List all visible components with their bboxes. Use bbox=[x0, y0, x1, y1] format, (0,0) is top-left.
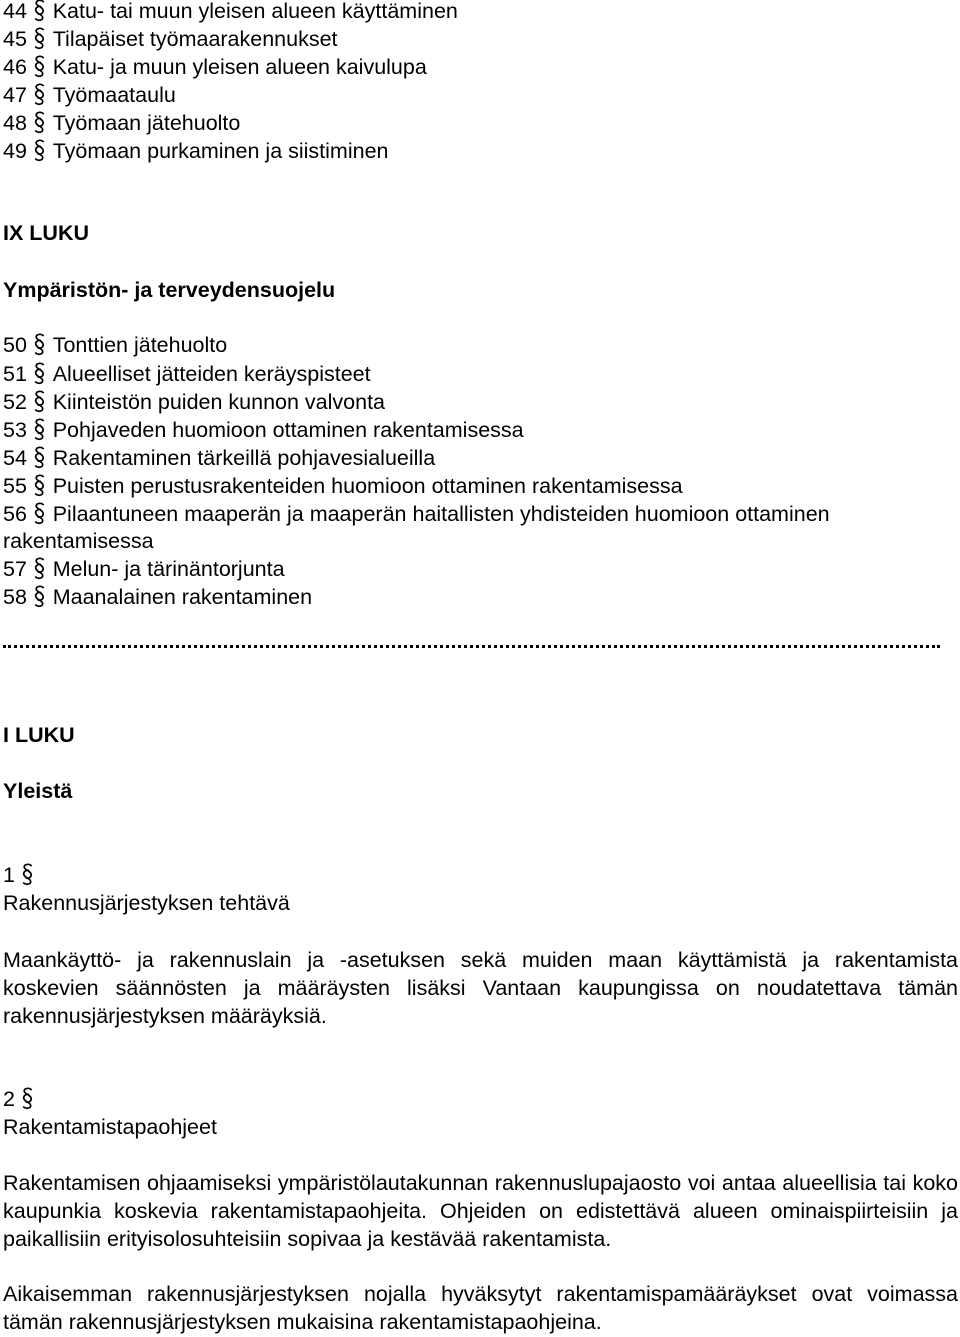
section-sign-icon bbox=[33, 139, 46, 162]
toc-item: 45 Tilapäiset työmaarakennukset bbox=[3, 27, 338, 51]
section-sign-icon bbox=[33, 0, 46, 22]
section-sign-icon bbox=[33, 502, 46, 525]
chapter-label: IX LUKU bbox=[3, 221, 89, 245]
toc-item: 57 Melun- ja tärinäntorjunta bbox=[3, 557, 285, 581]
section-sign-icon bbox=[33, 474, 46, 497]
toc-item: 56 Pilaantuneen maaperän ja maaperän haitallisten yhdisteiden huomioon ottaminen bbox=[3, 502, 830, 526]
chapter-title: Ympäristön- ja terveydensuojelu bbox=[3, 278, 336, 302]
toc-item: 47 Työmaataulu bbox=[3, 83, 176, 107]
toc-item: 46 Katu- ja muun yleisen alueen kaivulupa bbox=[3, 55, 427, 79]
toc-item: 50 Tonttien jätehuolto bbox=[3, 333, 228, 357]
section-sign-icon bbox=[33, 55, 46, 78]
toc-item-continuation: rakentamisessa bbox=[3, 529, 154, 553]
section-title: Rakennusjärjestyksen tehtävä bbox=[3, 891, 290, 915]
section-paragraph: Maankäyttö- ja rakennuslain ja -asetuksen sekä muiden maan käyttämistä ja rakentamista koskevien säännösten ja määräysten lisäksi Vantaan kaupungissa on noudatettava tämän rakennusjärjestyksen määräyksiä. bbox=[3, 948, 958, 1028]
section-sign-icon bbox=[33, 111, 46, 134]
section-sign-icon bbox=[33, 446, 46, 469]
toc-item: 48 Työmaan jätehuolto bbox=[3, 111, 241, 135]
section-title: Rakentamistapaohjeet bbox=[3, 1115, 217, 1139]
section-sign-icon bbox=[33, 418, 46, 441]
section-sign-icon bbox=[33, 585, 46, 608]
section-number: 1 bbox=[3, 861, 41, 889]
section-number: 2 bbox=[3, 1085, 41, 1113]
section-paragraph: Aikaisemman rakennusjärjestyksen nojalla hyväksytyt rakentamispamääräykset ovat voimassa tämän rakennusjärjestyksen mukaisina rakentamistapaohjeina. bbox=[3, 1282, 958, 1334]
section-sign-icon bbox=[33, 390, 46, 413]
section-sign-icon bbox=[33, 333, 46, 356]
section-sign-icon bbox=[33, 362, 46, 385]
section-sign-icon bbox=[33, 557, 46, 580]
toc-item: 54 Rakentaminen tärkeillä pohjavesialueilla bbox=[3, 446, 436, 470]
toc-item: 58 Maanalainen rakentaminen bbox=[3, 585, 313, 609]
toc-item: 55 Puisten perustusrakenteiden huomioon ottaminen rakentamisessa bbox=[3, 474, 683, 498]
toc-item: 53 Pohjaveden huomioon ottaminen rakentamisessa bbox=[3, 418, 524, 442]
chapter-label: I LUKU bbox=[3, 723, 75, 747]
toc-item: 44 Katu- tai muun yleisen alueen käyttäminen bbox=[3, 0, 458, 23]
toc-item: 49 Työmaan purkaminen ja siistiminen bbox=[3, 139, 389, 163]
toc-item: 51 Alueelliset jätteiden keräyspisteet bbox=[3, 362, 371, 386]
section-sign-icon bbox=[33, 83, 46, 106]
section-paragraph: Rakentamisen ohjaamiseksi ympäristölautakunnan rakennuslupajaosto voi antaa alueellisia tai koko kaupunkia koskevia rakentamistapaohjeita. Ohjeiden on edistettävä alueen ominaispiirteisiin ja paikallisiin erityisolosuhteisiin sopivaa ja kestävää rakentamista. bbox=[3, 1171, 958, 1251]
toc-item: 52 Kiinteistön puiden kunnon valvonta bbox=[3, 390, 385, 414]
dotted-separator bbox=[3, 641, 940, 648]
chapter-title: Yleistä bbox=[3, 779, 73, 803]
section-sign-icon bbox=[21, 863, 34, 886]
section-sign-icon bbox=[33, 27, 46, 50]
section-sign-icon bbox=[21, 1087, 34, 1110]
